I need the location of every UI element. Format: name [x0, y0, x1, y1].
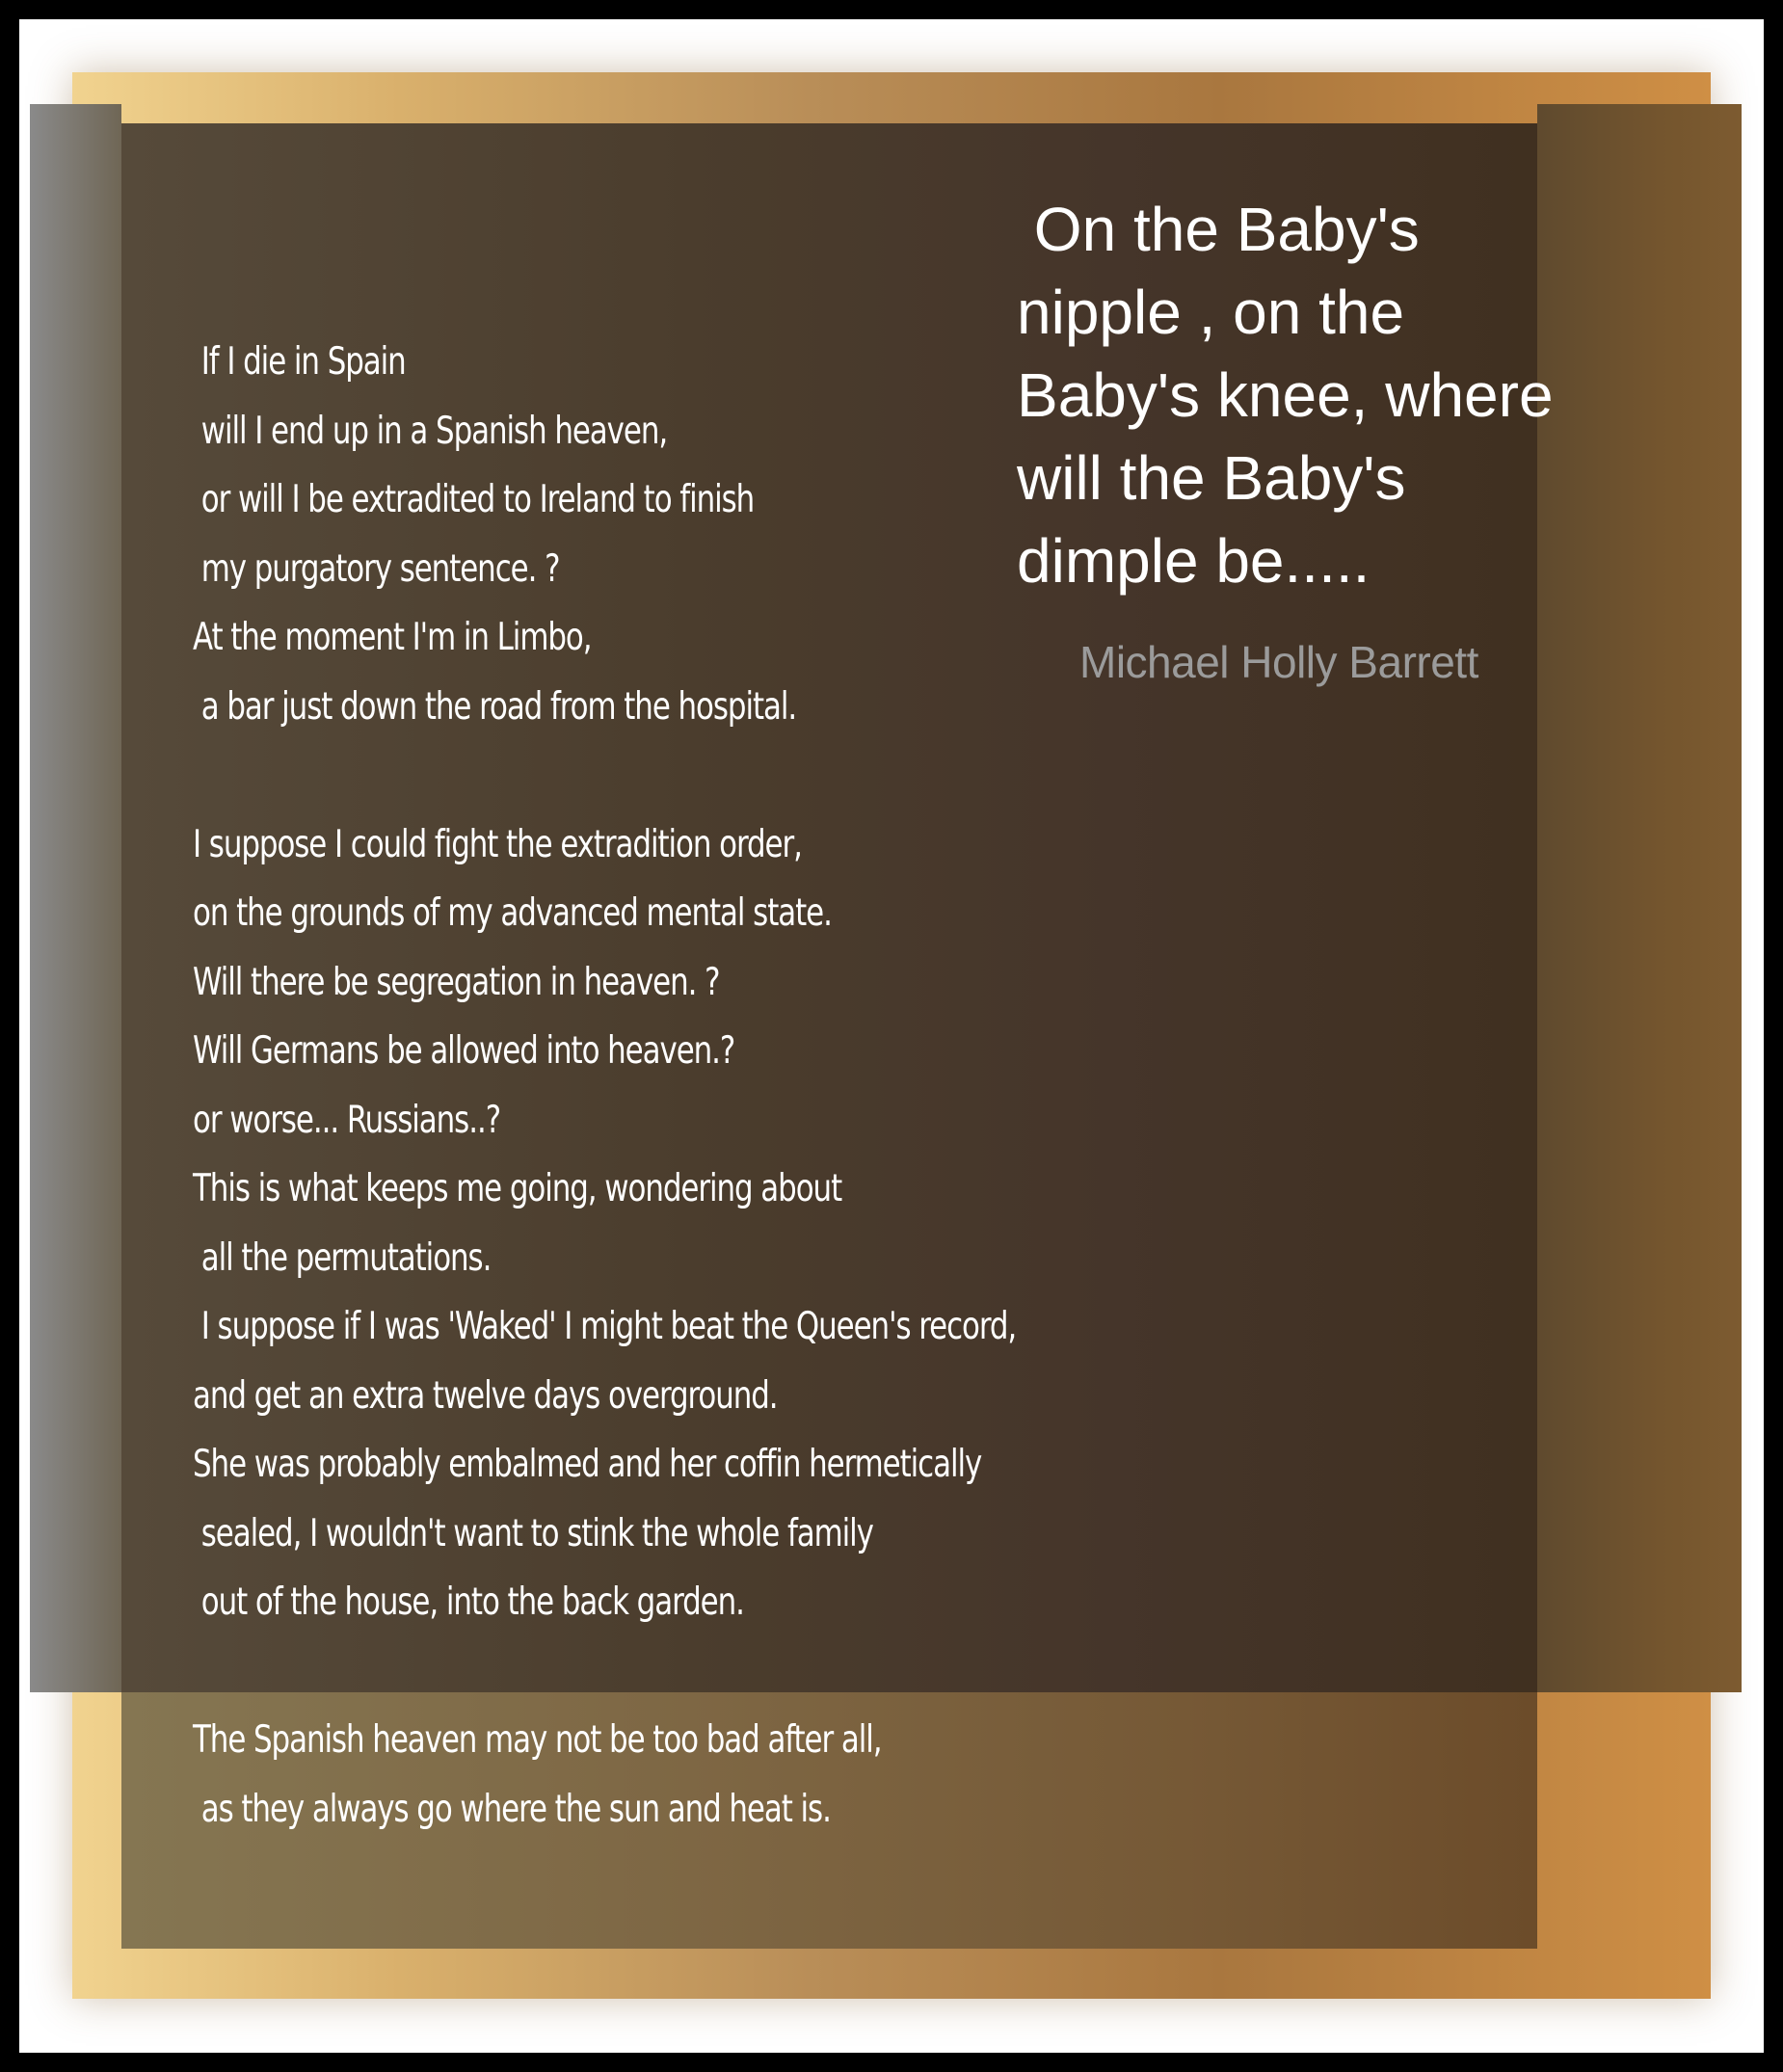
quote-line: will the Baby's: [1017, 443, 1406, 513]
poem-line: I suppose if I was 'Waked' I might beat the Queen's record,: [193, 1305, 1017, 1348]
poem-line: my purgatory sentence. ?: [193, 546, 560, 591]
poem-line: or worse... Russians..?: [193, 1098, 501, 1142]
poem-line: or will I be extradited to Ireland to finish: [193, 478, 755, 521]
poem-line: The Spanish heaven may not be too bad after all,: [193, 1718, 882, 1762]
poem-line: Will Germans be allowed into heaven.?: [193, 1029, 735, 1073]
quote-line: Baby's knee, where: [1017, 360, 1554, 430]
poem-line: I suppose I could fight the extradition order,: [193, 822, 802, 866]
stanza-break: [193, 1637, 1211, 1707]
poem-line: She was probably embalmed and her coffin hermetically: [193, 1443, 982, 1486]
poem-line: all the permutations.: [193, 1235, 492, 1280]
author-name: Michael Holly Barrett: [1079, 637, 1478, 687]
quote-line: dimple be.....: [1017, 526, 1371, 596]
poem-line: This is what keeps me going, wondering about: [193, 1167, 842, 1210]
grey-overlay-left: [30, 104, 121, 1692]
poem-line: on the grounds of my advanced mental state.: [193, 891, 832, 935]
poem-line: If I die in Spain: [193, 340, 406, 384]
poem-line: as they always go where the sun and heat is.: [193, 1787, 831, 1831]
poem-line: Will there be segregation in heaven. ?: [193, 960, 720, 1004]
poem-line: a bar just down the road from the hospital.: [193, 684, 797, 729]
quote-line: On the Baby's: [1017, 195, 1420, 264]
stanza-break: [193, 741, 1211, 810]
poem-body: [193, 328, 1211, 1844]
poem-line: will I end up in a Spanish heaven,: [193, 409, 668, 453]
poem-line: sealed, I wouldn't want to stink the whole family: [193, 1511, 873, 1555]
poem-line: out of the house, into the back garden.: [193, 1581, 744, 1624]
poem-line: At the moment I'm in Limbo,: [193, 616, 592, 659]
poem-line: and get an extra twelve days overground.: [193, 1373, 778, 1418]
quote-line: nipple , on the: [1017, 278, 1405, 347]
